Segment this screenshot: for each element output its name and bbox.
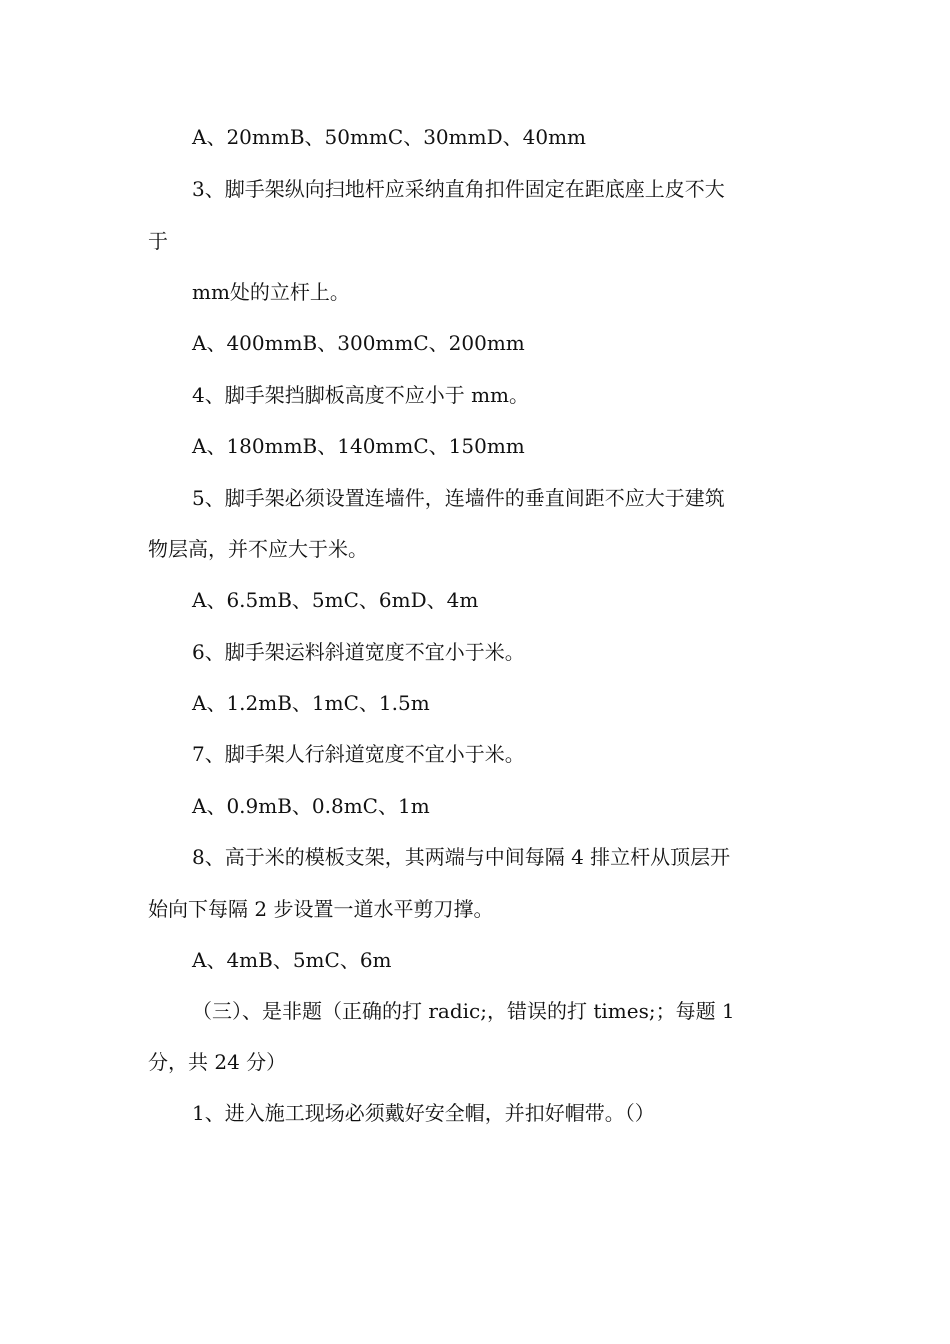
option-line-q6: A、1.2mB、1mC、1.5m xyxy=(192,691,430,715)
question-3-line-2: 于 xyxy=(148,229,168,253)
question-5-line-1: 5、脚手架必须设置连墙件，连墙件的垂直间距不应大于建筑 xyxy=(192,486,725,510)
option-line-q5: A、6.5mB、5mC、6mD、4m xyxy=(192,588,479,612)
option-line-q2: A、20mmB、50mmC、30mmD、40mm xyxy=(192,125,586,149)
option-line-q7: A、0.9mB、0.8mC、1m xyxy=(192,794,430,818)
option-line-q4: A、180mmB、140mmC、150mm xyxy=(192,434,525,458)
question-6: 6、脚手架运料斜道宽度不宜小于米。 xyxy=(192,640,525,664)
option-line-q8: A、4mB、5mC、6m xyxy=(192,948,392,972)
question-8-line-2: 始向下每隔 2 步设置一道水平剪刀撑。 xyxy=(148,897,494,921)
question-7: 7、脚手架人行斜道宽度不宜小于米。 xyxy=(192,742,525,766)
section-heading-line-2: 分，共 24 分） xyxy=(148,1050,287,1074)
question-5-line-2: 物层高，并不应大于米。 xyxy=(148,537,368,561)
true-false-question-1: 1、进入施工现场必须戴好安全帽，并扣好帽带。（） xyxy=(192,1101,655,1125)
question-4: 4、脚手架挡脚板高度不应小于 mm。 xyxy=(192,383,530,407)
question-3-line-3: mm处的立杆上。 xyxy=(192,280,350,304)
question-8-line-1: 8、高于米的模板支架，其两端与中间每隔 4 排立杆从顶层开 xyxy=(192,845,731,869)
option-line-q3: A、400mmB、300mmC、200mm xyxy=(192,331,525,355)
section-heading-line-1: （三）、是非题（正确的打 radic;，错误的打 times;；每题 1 xyxy=(192,999,735,1023)
question-3-line-1: 3、脚手架纵向扫地杆应采纳直角扣件固定在距底座上皮不大 xyxy=(192,177,725,201)
